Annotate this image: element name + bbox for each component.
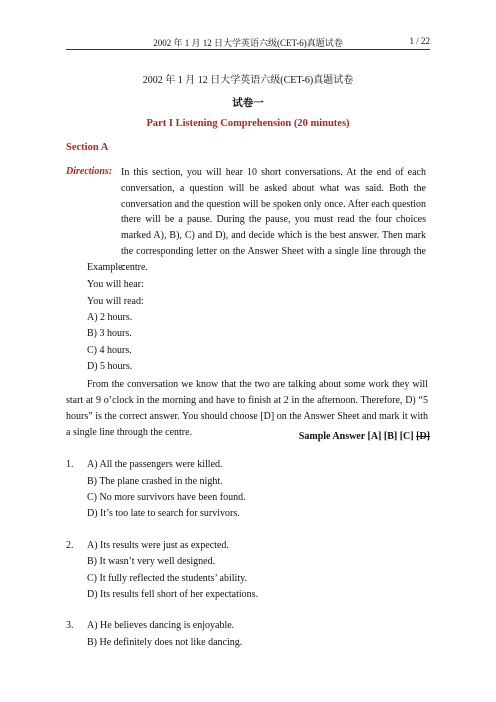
question-option: A) He believes dancing is enjoyable. xyxy=(87,620,235,631)
directions-text: In this section, you will hear 10 short conversations. At the end of each conversation, a question will be asked about what was said. Both the conversation and the question will be spoken only once. After each question there will be a pause. During the pause, you must read the four choices marked A), B), C) and D), and decide which is the best answer. Then mark the corresponding letter on the Answer Sheet with a single line through the centre. xyxy=(121,167,426,273)
example-read: You will read: xyxy=(87,296,144,307)
question-option: C) No more survivors have been found. xyxy=(87,492,246,503)
question-option: A) All the passengers were killed. xyxy=(87,459,223,470)
document-title: 2002 年 1 月 12 日大学英语六级(CET-6)真题试卷 xyxy=(142,75,354,86)
header-title: 2002 年 1 月 12 日大学英语六级(CET-6)真题试卷 xyxy=(153,38,343,48)
question-option: D) It’s too late to search for survivors. xyxy=(87,508,240,519)
question-option: D) Its results fell short of her expectations. xyxy=(87,589,259,600)
example-hear: You will hear: xyxy=(87,279,144,290)
question-number: 3. xyxy=(66,620,74,631)
sample-answer-marked: [D] xyxy=(416,431,430,442)
directions-label: Directions: xyxy=(66,166,113,177)
example-option: A) 2 hours. xyxy=(87,312,133,323)
example-option: B) 3 hours. xyxy=(87,328,132,339)
question-number: 1. xyxy=(66,459,74,470)
question-option: B) It wasn’t very well designed. xyxy=(87,556,216,567)
page-number: 1 / 22 xyxy=(409,36,430,46)
example-option: C) 4 hours. xyxy=(87,345,132,356)
section-heading: Section A xyxy=(66,142,109,153)
example-option: D) 5 hours. xyxy=(87,361,133,372)
sample-answer xyxy=(299,431,430,442)
part-heading: Part I Listening Comprehension (20 minutes) xyxy=(146,118,350,129)
example-explanation: From the conversation we know that the two are talking about some work they will start at 9 o’clock in the morning and have to finish at 2 in the afternoon. Therefore, D) “5 hours” is the correct answer. You should choose [D] on the Answer Sheet and mark it with a single line through the centre. xyxy=(66,379,428,438)
question-option: C) It fully reflected the students’ ability. xyxy=(87,573,247,584)
question-option: B) The plane crashed in the night. xyxy=(87,476,223,487)
sample-answer-prefix: Sample Answer [A] [B] [C] xyxy=(298,431,417,442)
question-option: B) He definitely does not like dancing. xyxy=(87,637,243,648)
page-header xyxy=(66,33,430,50)
question-option: A) Its results were just as expected. xyxy=(87,540,229,551)
question-number: 2. xyxy=(66,540,74,551)
example-label: Example: xyxy=(87,262,126,273)
document-subtitle: 试卷一 xyxy=(232,98,264,109)
